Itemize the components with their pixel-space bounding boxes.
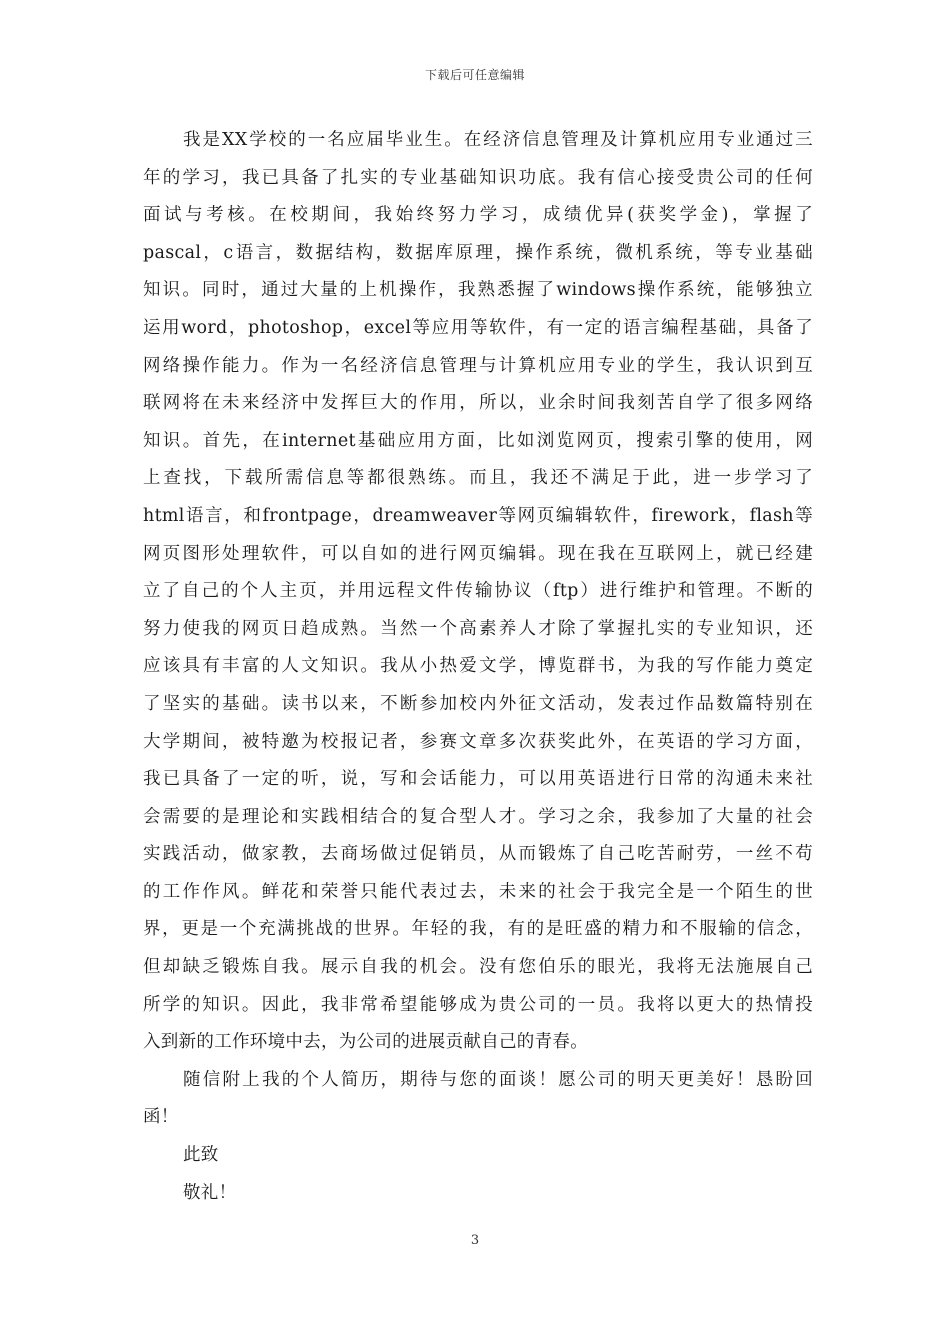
text-line: 但却缺乏锻炼自我。展示自我的机会。没有您伯乐的眼光，我将无法施展自己 <box>143 957 813 978</box>
text-line: 了坚实的基础。读书以来，不断参加校内外征文活动，发表过作品数篇特别在 <box>143 693 813 714</box>
text-line: 面试与考核。在校期间，我始终努力学习，成绩优异(获奖学金)，掌握了 <box>143 205 813 226</box>
text-line: 实践活动，做家教，去商场做过促销员，从而锻炼了自己吃苦耐劳，一丝不苟 <box>143 844 813 865</box>
text-line: 努力使我的网页日趋成熟。当然一个高素养人才除了掌握扎实的专业知识，还 <box>143 618 813 639</box>
text-line: 的工作作风。鲜花和荣誉只能代表过去，未来的社会于我完全是一个陌生的世 <box>143 881 813 902</box>
closing-salutation: 此致 <box>183 1145 219 1166</box>
text-line: 应该具有丰富的人文知识。我从小热爱文学，博览群书，为我的写作能力奠定 <box>143 656 813 677</box>
letter-body <box>143 122 813 1212</box>
page-number: 3 <box>470 1233 480 1248</box>
text-line: 年的学习，我已具备了扎实的专业基础知识功底。我有信心接受贵公司的任何 <box>143 167 813 188</box>
text-line: pascal，c语言，数据结构，数据库原理，操作系统，微机系统，等专业基础 <box>143 242 813 263</box>
text-line: html语言，和frontpage，dreamweaver等网页编辑软件，firework，flash等 <box>143 505 813 526</box>
text-line: 立了自己的个人主页，并用远程文件传输协议（ftp）进行维护和管理。不断的 <box>143 581 813 602</box>
closing-regards: 敬礼！ <box>183 1182 237 1203</box>
text-line: 入到新的工作环境中去，为公司的进展贡献自己的青春。 <box>143 1032 588 1053</box>
text-line: 网络操作能力。作为一名经济信息管理与计算机应用专业的学生，我认识到互 <box>143 355 813 376</box>
text-line: 大学期间，被特邀为校报记者，参赛文章多次获奖此外，在英语的学习方面， <box>143 731 813 752</box>
text-line: 随信附上我的个人简历，期待与您的面谈！愿公司的明天更美好！恳盼回 <box>183 1069 813 1090</box>
text-line: 上查找，下载所需信息等都很熟练。而且，我还不满足于此，进一步学习了 <box>143 468 813 489</box>
text-line: 运用word，photoshop，excel等应用等软件，有一定的语言编程基础，具备了 <box>143 317 813 338</box>
text-line: 网页图形处理软件，可以自如的进行网页编辑。现在我在互联网上，就已经建 <box>143 543 813 564</box>
text-line: 函！ <box>143 1107 179 1128</box>
text-line: 会需要的是理论和实践相结合的复合型人才。学习之余，我参加了大量的社会 <box>143 806 813 827</box>
page-header: 下载后可任意编辑 <box>424 68 525 82</box>
text-line: 知识。同时，通过大量的上机操作，我熟悉握了windows操作系统，能够独立 <box>143 280 813 301</box>
text-line: 我是XX学校的一名应届毕业生。在经济信息管理及计算机应用专业通过三 <box>183 130 813 150</box>
text-line: 我已具备了一定的听，说，写和会话能力，可以用英语进行日常的沟通未来社 <box>143 769 813 790</box>
text-line: 联网将在未来经济中发挥巨大的作用，所以，业余时间我刻苦自学了很多网络 <box>143 393 813 414</box>
text-line: 知识。首先，在internet基础应用方面，比如浏览网页，搜索引擎的使用，网 <box>143 430 813 451</box>
text-line: 界，更是一个充满挑战的世界。年轻的我，有的是旺盛的精力和不服输的信念， <box>143 919 813 940</box>
text-line: 所学的知识。因此，我非常希望能够成为贵公司的一员。我将以更大的热情投 <box>143 994 813 1015</box>
